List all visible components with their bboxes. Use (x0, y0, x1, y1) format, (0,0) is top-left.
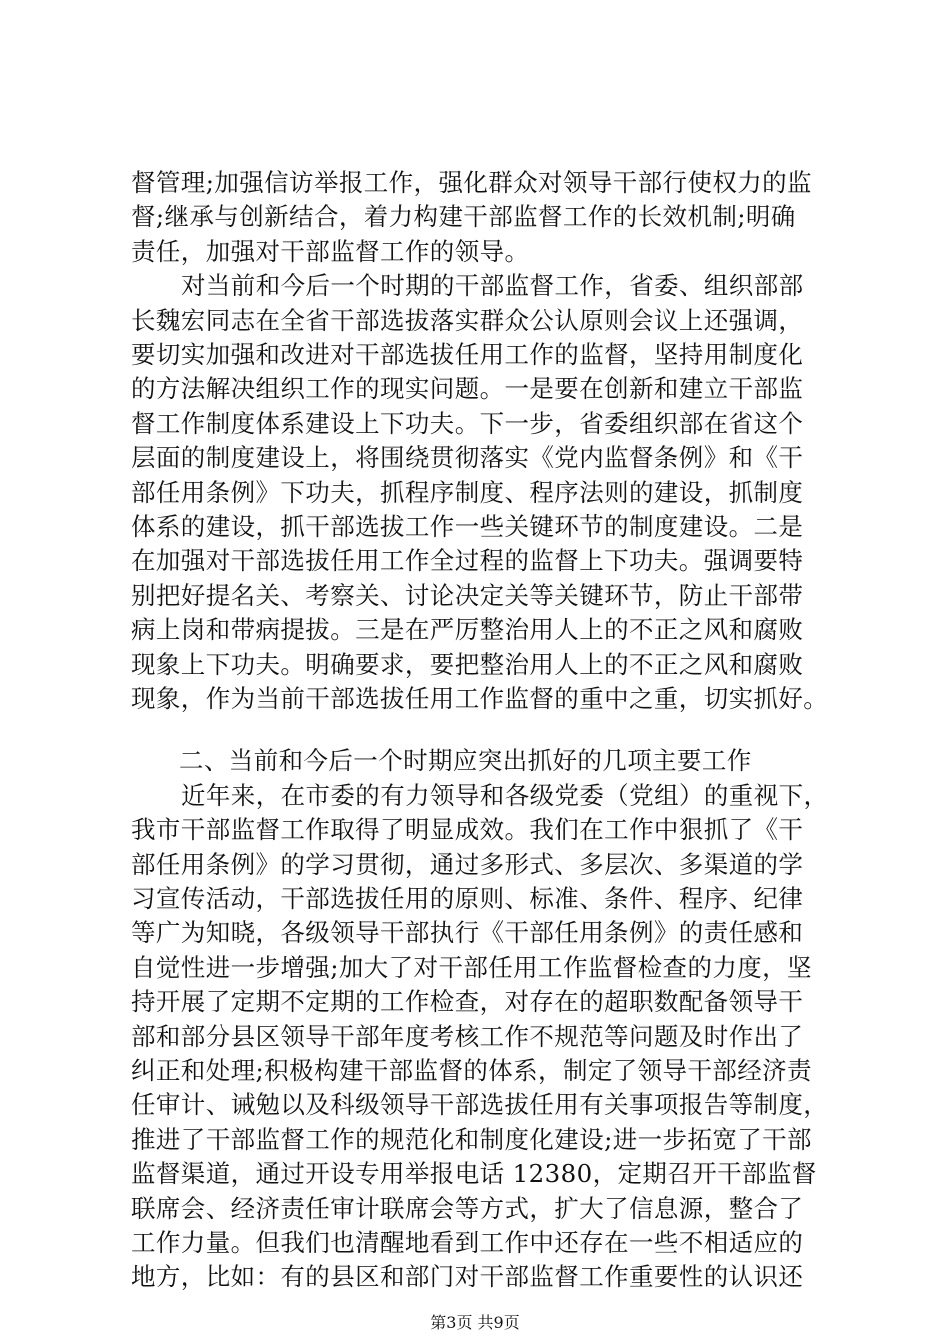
text-line: 现象，作为当前干部选拔任用工作监督的重中之重，切实抓好。 (131, 684, 829, 713)
text-line: 督工作制度体系建设上下功夫。下一步，省委组织部在省这个 (131, 409, 804, 438)
text-line: 别把好提名关、考察关、讨论决定关等关键环节，防止干部带 (131, 581, 804, 610)
text-line: 工作力量。但我们也清醒地看到工作中还存在一些不相适应的 (131, 1228, 804, 1257)
text-line: 持开展了定期不定期的工作检查，对存在的超职数配备领导干 (131, 987, 804, 1016)
page-footer: 第3页 共9页 (430, 1313, 520, 1332)
text-line: 长魏宏同志在全省干部选拔落实群众公认原则会议上还强调， (131, 306, 804, 335)
text-line: 病上岗和带病提拔。三是在严厉整治用人上的不正之风和腐败 (131, 615, 804, 644)
text-line: 习宣传活动，干部选拔任用的原则、标准、条件、程序、纪律 (131, 884, 804, 913)
text-line: 责任，加强对干部监督工作的领导。 (131, 237, 530, 266)
text-line: 要切实加强和改进对干部选拔任用工作的监督，坚持用制度化 (131, 340, 804, 369)
text-line: 体系的建设，抓干部选拔工作一些关键环节的制度建设。二是 (131, 512, 804, 541)
text-line: 监督渠道，通过开设专用举报电话 12380，定期召开干部监督 (131, 1159, 817, 1188)
text-line: 自觉性进一步增强;加大了对干部任用工作监督检查的力度，坚 (131, 953, 812, 982)
text-line: 我市干部监督工作取得了明显成效。我们在工作中狠抓了《干 (131, 815, 804, 844)
text-line: 在加强对干部选拔任用工作全过程的监督上下功夫。强调要特 (131, 546, 804, 575)
text-line: 联席会、经济责任审计联席会等方式，扩大了信息源，整合了 (131, 1194, 804, 1223)
text-line: 纠正和处理;积极构建干部监督的体系，制定了领导干部经济责 (131, 1056, 812, 1085)
text-line: 层面的制度建设上，将围绕贯彻落实《党内监督条例》和《干 (131, 443, 804, 472)
text-line: 近年来，在市委的有力领导和各级党委（党组）的重视下， (181, 781, 829, 810)
text-line: 督管理;加强信访举报工作，强化群众对领导干部行使权力的监 (131, 168, 812, 197)
text-line: 督;继承与创新结合，着力构建干部监督工作的长效机制;明确 (131, 202, 796, 231)
text-line: 任审计、诫勉以及科级领导干部选拔任用有关事项报告等制度， (131, 1090, 829, 1119)
text-line: 地方，比如：有的县区和部门对干部监督工作重要性的认识还 (131, 1262, 804, 1291)
text-line: 等广为知晓，各级领导干部执行《干部任用条例》的责任感和 (131, 918, 804, 947)
text-line: 对当前和今后一个时期的干部监督工作，省委、组织部部 (181, 271, 804, 300)
text-line: 部和部分县区领导干部年度考核工作不规范等问题及时作出了 (131, 1022, 804, 1051)
text-line: 部任用条例》下功夫，抓程序制度、程序法则的建设，抓制度 (131, 478, 804, 507)
text-line: 推进了干部监督工作的规范化和制度化建设;进一步拓宽了干部 (131, 1125, 812, 1154)
section-heading: 二、当前和今后一个时期应突出抓好的几项主要工作 (179, 746, 752, 775)
text-line: 部任用条例》的学习贯彻，通过多形式、多层次、多渠道的学 (131, 850, 804, 879)
text-line: 的方法解决组织工作的现实问题。一是要在创新和建立干部监 (131, 374, 804, 403)
text-line: 现象上下功夫。明确要求，要把整治用人上的不正之风和腐败 (131, 650, 804, 679)
